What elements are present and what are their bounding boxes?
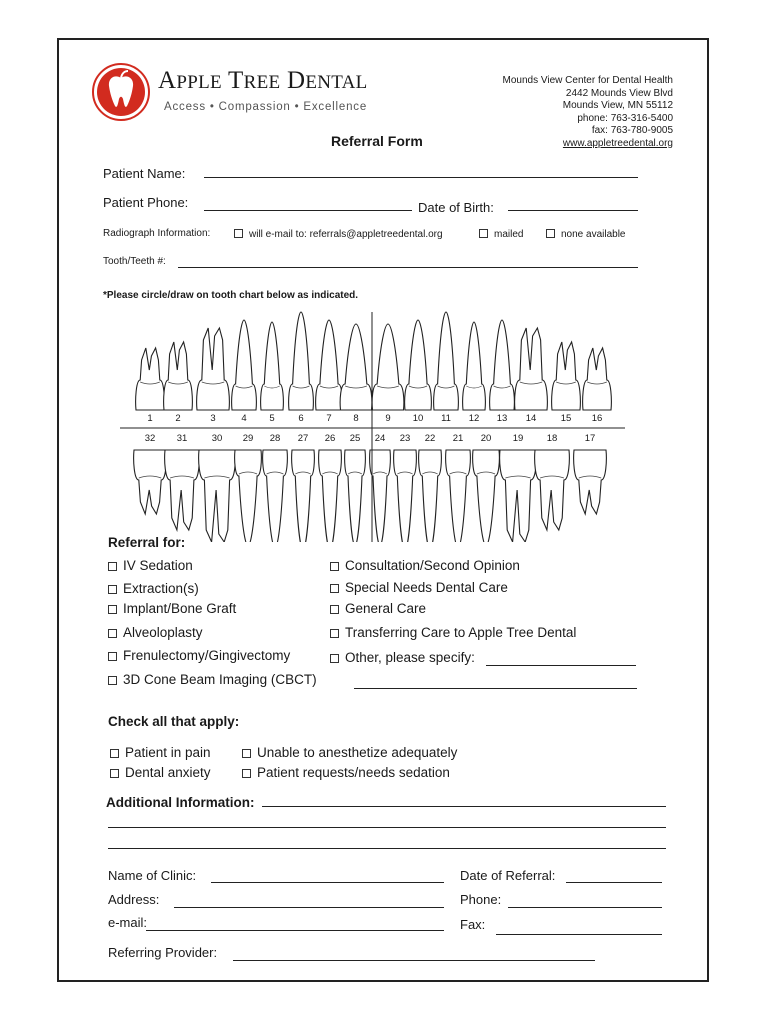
checkbox[interactable] <box>108 605 117 614</box>
checkbox[interactable] <box>108 585 117 594</box>
upper-tooth-number: 16 <box>591 413 603 424</box>
referring-provider-field[interactable] <box>233 960 595 961</box>
upper-tooth-4[interactable] <box>261 322 284 410</box>
checkbox[interactable] <box>242 749 251 758</box>
clinic-phone-field[interactable] <box>508 907 662 908</box>
upper-tooth-0[interactable] <box>136 348 165 410</box>
checkbox[interactable] <box>108 676 117 685</box>
referring-provider-label: Referring Provider: <box>108 945 218 960</box>
upper-tooth-10[interactable] <box>434 312 459 410</box>
referral-option[interactable]: Special Needs Dental Care <box>330 580 508 595</box>
additional-info-line-3[interactable] <box>108 848 666 849</box>
upper-tooth-2[interactable] <box>197 328 230 410</box>
other-specify-field[interactable] <box>486 665 636 666</box>
clinic-name-field[interactable] <box>211 882 444 883</box>
radiograph-mailed-option[interactable]: mailed <box>479 229 523 240</box>
upper-tooth-number: 3 <box>210 413 216 424</box>
checkbox[interactable] <box>330 605 339 614</box>
referral-date-label: Date of Referral: <box>460 868 556 883</box>
additional-info-field[interactable] <box>262 806 666 807</box>
lower-tooth-15[interactable] <box>574 450 607 514</box>
lower-tooth-13[interactable] <box>500 450 537 542</box>
lower-tooth-number: 26 <box>324 433 336 444</box>
clinic-email-field[interactable] <box>146 930 444 931</box>
lower-tooth-number: 19 <box>512 433 524 444</box>
lower-tooth-number: 22 <box>424 433 436 444</box>
lower-tooth-10[interactable] <box>419 450 442 542</box>
upper-tooth-number: 2 <box>175 413 181 424</box>
referral-option[interactable]: Transferring Care to Apple Tree Dental <box>330 625 576 640</box>
street: 2442 Mounds View Blvd <box>565 87 673 99</box>
upper-tooth-15[interactable] <box>583 348 612 410</box>
lower-tooth-number: 32 <box>144 433 156 444</box>
radiograph-none-option[interactable]: none available <box>546 229 626 240</box>
upper-tooth-number: 6 <box>298 413 304 424</box>
upper-tooth-number: 9 <box>385 413 391 424</box>
patient-name-field[interactable] <box>204 177 638 178</box>
upper-tooth-6[interactable] <box>316 320 343 410</box>
lower-tooth-0[interactable] <box>134 450 167 514</box>
upper-tooth-13[interactable] <box>515 328 548 410</box>
lower-tooth-number: 24 <box>374 433 386 444</box>
upper-tooth-9[interactable] <box>405 320 432 410</box>
checkbox[interactable] <box>330 562 339 571</box>
lower-tooth-number: 18 <box>546 433 558 444</box>
teeth-field[interactable] <box>178 267 638 268</box>
referral-option[interactable]: Extraction(s) <box>108 581 199 596</box>
teeth-label: Tooth/Teeth #: <box>103 256 166 267</box>
lower-tooth-2[interactable] <box>199 450 236 542</box>
check-option[interactable]: Patient requests/needs sedation <box>242 765 450 780</box>
upper-tooth-number: 11 <box>441 413 451 424</box>
lower-tooth-14[interactable] <box>535 450 570 530</box>
lower-tooth-number: 17 <box>584 433 596 444</box>
clinic-address-field[interactable] <box>174 907 444 908</box>
checkbox[interactable] <box>330 584 339 593</box>
upper-tooth-11[interactable] <box>463 322 486 410</box>
clinic-address-label: Address: <box>108 892 160 907</box>
upper-tooth-number: 10 <box>412 413 424 424</box>
lower-tooth-7[interactable] <box>345 450 366 542</box>
lower-tooth-number: 31 <box>176 433 188 444</box>
city: Mounds View, MN 55112 <box>562 100 673 111</box>
lower-tooth-12[interactable] <box>473 450 500 542</box>
lower-tooth-9[interactable] <box>394 450 417 542</box>
radiograph-label: Radiograph Information: <box>103 228 211 239</box>
fax: fax: 763-780-9005 <box>591 125 673 136</box>
clinic-fax-label: Fax: <box>460 917 486 932</box>
referral-heading: Referral for: <box>108 535 186 550</box>
clinic-name-label: Name of Clinic: <box>108 868 197 883</box>
logo-title: APPLE TREE DENTAL <box>158 67 368 94</box>
clinic-email-label: e-mail: <box>108 915 148 930</box>
website-link[interactable]: www.appletreedental.org <box>562 137 673 149</box>
upper-tooth-12[interactable] <box>490 320 515 410</box>
radiograph-email-option[interactable]: will e-mail to: referrals@appletreedental.org <box>234 229 443 240</box>
patient-name-label: Patient Name: <box>103 166 186 181</box>
additional-info-label: Additional Information: <box>106 795 255 810</box>
form-title: Referral Form <box>331 133 423 149</box>
lower-tooth-11[interactable] <box>446 450 471 542</box>
lower-tooth-4[interactable] <box>263 450 288 542</box>
upper-tooth-number: 1 <box>147 413 153 424</box>
referral-option[interactable]: Consultation/Second Opinion <box>330 558 520 573</box>
upper-tooth-number: 7 <box>326 413 332 424</box>
checkbox[interactable] <box>110 769 119 778</box>
lower-tooth-5[interactable] <box>292 450 315 542</box>
checkbox[interactable] <box>108 562 117 571</box>
lower-tooth-number: 23 <box>399 433 411 444</box>
checkbox[interactable] <box>110 749 119 758</box>
clinic-address-block <box>503 75 673 150</box>
center-name: Mounds View Center for Dental Health <box>502 75 673 86</box>
upper-tooth-number: 15 <box>560 413 572 424</box>
checkbox[interactable] <box>546 229 555 238</box>
checkbox[interactable] <box>108 629 117 638</box>
checkbox[interactable] <box>242 769 251 778</box>
check-all-heading: Check all that apply: <box>108 714 240 729</box>
phone: phone: 763-316-5400 <box>577 112 673 124</box>
upper-tooth-number: 8 <box>353 413 359 424</box>
other-specify-field-2[interactable] <box>354 688 637 689</box>
referral-option[interactable]: General Care <box>330 601 426 616</box>
lower-tooth-8[interactable] <box>370 450 391 542</box>
patient-phone-label: Patient Phone: <box>103 195 189 210</box>
tagline: Access • Compassion • Excellence <box>164 101 368 113</box>
lower-tooth-1[interactable] <box>165 450 200 530</box>
lower-tooth-number: 21 <box>452 433 464 444</box>
patient-phone-field[interactable] <box>204 210 412 211</box>
check-option[interactable]: Patient in pain <box>110 745 211 760</box>
dob-field[interactable] <box>508 210 638 211</box>
lower-teeth[interactable] <box>134 450 607 542</box>
lower-tooth-6[interactable] <box>319 450 342 542</box>
referral-option[interactable]: 3D Cone Beam Imaging (CBCT) <box>108 672 317 687</box>
upper-tooth-1[interactable] <box>164 342 193 410</box>
upper-tooth-number: 4 <box>241 413 247 424</box>
check-option[interactable]: Unable to anesthetize adequately <box>242 745 457 760</box>
upper-tooth-number: 13 <box>496 413 508 424</box>
upper-tooth-number: 12 <box>468 413 480 424</box>
checkbox[interactable] <box>108 652 117 661</box>
chart-instruction: *Please circle/draw on tooth chart below as indicated. <box>103 290 359 301</box>
upper-tooth-3[interactable] <box>232 320 257 410</box>
dob-label: Date of Birth: <box>418 200 494 215</box>
referral-option[interactable]: Alveoloplasty <box>108 625 203 640</box>
upper-tooth-5[interactable] <box>289 312 314 410</box>
lower-tooth-number: 29 <box>242 433 254 444</box>
lower-tooth-number: 30 <box>211 433 223 444</box>
additional-info-line-2[interactable] <box>108 827 666 828</box>
apple-tooth-logo-icon <box>91 62 151 122</box>
checkbox[interactable] <box>479 229 488 238</box>
upper-tooth-7[interactable] <box>340 324 372 410</box>
clinic-fax-field[interactable] <box>496 934 662 935</box>
referral-option[interactable]: IV Sedation <box>108 558 193 573</box>
lower-tooth-number: 27 <box>297 433 309 444</box>
referral-option[interactable]: Frenulectomy/Gingivectomy <box>108 648 290 663</box>
upper-tooth-number: 14 <box>525 413 537 424</box>
upper-teeth[interactable] <box>136 312 612 410</box>
lower-tooth-3[interactable] <box>235 450 262 542</box>
upper-tooth-8[interactable] <box>372 324 404 410</box>
clinic-phone-label: Phone: <box>460 892 502 907</box>
referral-option-other[interactable]: Other, please specify: <box>330 650 475 665</box>
referral-option[interactable]: Implant/Bone Graft <box>108 601 236 616</box>
lower-tooth-number: 28 <box>269 433 281 444</box>
checkbox[interactable] <box>330 629 339 638</box>
upper-tooth-number: 5 <box>269 413 275 424</box>
upper-tooth-14[interactable] <box>552 342 581 410</box>
checkbox[interactable] <box>330 654 339 663</box>
lower-tooth-numbers <box>120 433 625 445</box>
lower-tooth-number: 25 <box>349 433 361 444</box>
upper-tooth-numbers <box>120 413 625 425</box>
checkbox[interactable] <box>234 229 243 238</box>
tooth-chart[interactable] <box>120 310 625 542</box>
referral-date-field[interactable] <box>566 882 662 883</box>
lower-tooth-number: 20 <box>480 433 492 444</box>
check-option[interactable]: Dental anxiety <box>110 765 211 780</box>
